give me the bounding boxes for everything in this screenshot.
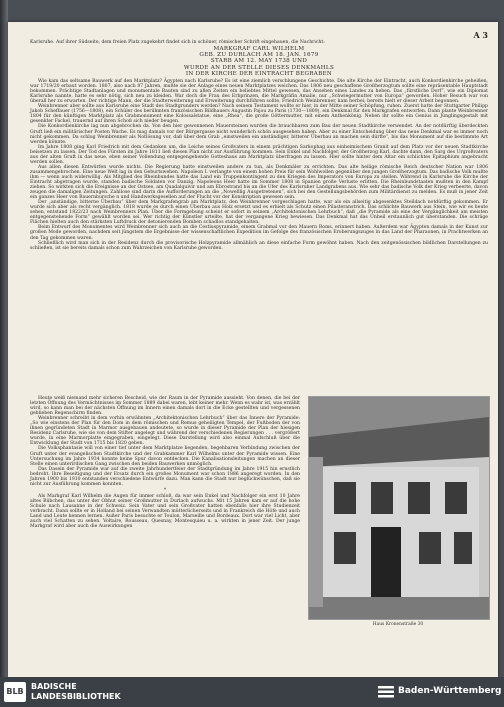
inscription-line: IN DER KIRCHE DER EINTRACHT BEGRABEN — [185, 70, 333, 77]
library-name-line: BADISCHE — [31, 682, 77, 691]
paragraph: Beim Entwurf des Monumentes wird Weinbrenner sich auch an die Cestiuspyramide, einem Grabmal vor den Mauern Roms, erinnert haben. Außerdem war Ägypten damals in der Kunst zur großen Mode geworden, nachdem seit jüngstem die Ergebnisse der wissenschaftlichen Expedition im Gefolge des französischen Eroberungszuges in das Land der Pharaonen, in Prachtwerken an den Tag gekommen waren. — [30, 225, 488, 241]
bw-lions-icon — [378, 685, 394, 699]
book-page — [8, 22, 498, 677]
paragraph: Der „anständige, bitterne Überbau“ über dem Markgrafengrab am Marktplatz, den Weinbrenner vorgeschlagen hatte, war als ein allseitig abgesenktes Steildach notdürftig gekommen. Er wurde sich aber als recht vergänglich. 1818 wurde es durch einen Überbau aus Holz ersetzt und es erhielt als Schutz einen Pilasteranstrich. Das schlichte Bauwerk aus Stein, wie wir es heute sehen, entstand 1822/23 nach Weinbrenners Plan. Über die Formgebung scheint er sofort in seinem „Architektonischen Lehrbuch“, daß „die Pyramide als eine der Vergänglichkeit am meisten entgegenstehende Form“ gewählt worden sei. Wer richtig der Künstler urteilte, hat der vergangene Krieg bewiesen. Das Denkmal hat das Unheil erstaunlich gut überstanden. Die schräge Flächen hielten auch den stärksten Luftdruck der detonierenden Bomben schadlos standgehalten. — [30, 200, 488, 226]
paragraph: Aus allen diesen Entwürfen wurde nichts. Die Regierung hatte einstweilen andere zu tun, als Denkmäler zu errichten. Das alte heilige römische Reich deutscher Nation war 1806 zusammengebrochen. Eine neue Welt lag in den Geburtswehen. Napoleon I. verlangte von einem hohen Preis für sein Wohlwollen gegenüber den jungen Großherzogtum. Das badische Volk mußte ihm — wenn auch widerwillig. Als Mitglied des Rheinbundes hatte das Land ein Truppenkontingent zu den Kriegen des Imperators von Europa zu stellen. Während in Karlsruhe die Kirche der Eintracht abgetragen wurde, standen badische Soldaten vor Danzig. Napoleons Heer hatte im Sommer 1808 in Spanien große Verluste erlitten. Die Rheinbundstaaten mußten in den Kampf ziehen. So wirkten sich die Ereignisse an der Ostsee, am Quadalquivir und am Ebrostrand bis an die Ufer des Karlsruher Landgrabens aus. Wie sehr das badische Volk der Krieg verheerte, davon zeugen die damaligen Zeitungen. Zahllose sind darin die Aufforderungen an die „Nowelllig Ausgetretenen“, sich bei den Gestellungsbehörden zum Militärdienst zu melden. Es muß in jener Zeit ein ganzes Heer von Bauernbursche n und Handwerksgesellen auf der Flucht vor der Konskription gewesen sein. — [30, 164, 488, 201]
library-name-line: LANDESBIBLIOTHEK — [31, 692, 121, 701]
intro-paragraph: Karlsruhe. Auf ihrer Südseite, dem freien Platz zugekehrt findet sich in schöner, römischer Schrift eingehauen, die Nachricht: — [30, 40, 325, 45]
book-binding — [0, 0, 8, 677]
paragraph: Wie kam das seltsame Bauwerk auf den Marktplatz? Ägypten nach Karlsruhe? Es ist eine ziemlich verschlungene Geschichte. Die alte Kirche der Eintracht, auch Konkordienkirche geheißen, war 1719/20 erbaut worden. 1807, also nach 87 Jahren, mußte sie der Anlage eines neuen Marktplatzes weichen. Das 1806 neu geschaffene Großherzogtum sollte eine repräsentable Hauptstadt bekommen. Prächtige Stadtanlagen und monumentale Bauten sind zu allen Zeiten ein beliebtes Mittel gewesen, das Ansehen eines Landes zu heben. Das „fürstliche Dorf“, wie ein Diplomat Karlsruhe nannte, hatte es sehr nötig, sich neu zu kleiden. War doch die Frau des Erbprinzen, die Markgräfin Amalie, nur „Schwiegermutter von Europa“ geworden. Hoher Besuch war von überall her zu erwarten. Der richtige Mann, der die Stadterweiterung und Erweiterung durchführen sollte, Friedrich Weinbrenner, kam herbei; bereits hielt er dieser Arbeit begonnen. — [30, 79, 488, 105]
blb-logo[interactable]: BLB — [4, 682, 26, 702]
paragraph: Weinbrenner schreibt in dem vorhin erwähnten „Architektonischen Lehrbuch“ über das Innere der Pyramide: „So wie einstens der Plan für den Dom in dem römischen und Remus geheiligten Tempel, der Fußboden der von ihnen gegründeten Stadt in Marmor ausgebauen andeutete, so wurde in dieser Pyramide der Plan der hiesigen Residenz Carlsruhe, wie sie von dem Stifter angelegt und während der verschiedenen Regierungen . . . vergrößert wurde, in eine Marmorplatte eingegraben, eingelegt. Diese Darstellung wird also einmal Aufschluß über die Entwicklung der Stadt von 1715 bis 1820 geben. — [30, 416, 300, 447]
building-illustration — [309, 397, 489, 619]
paragraph: Heute weiß niemand mehr sicheren Bescheid, wie der Raum in der Pyramide aussieht. Von denen, die bei der letzten Öffnung des Vermächtnisses im Sommer 1889 dabei waren, lebt keiner mehr. Wenn es wahr ist, was erzählt wird, so kann man bei der nächsten Öffnung im Innern einen damals dort in die Ecke gestellten und vergessenen geblieben Regenschirm finden. — [30, 396, 300, 417]
section-separator: * — [163, 487, 167, 493]
paragraph: Das Dasein der Pyramide war auf die zweite Jahrhundertfeier der Stadtgründung im Jahre 1915 hin ernstlich bedroht. Ihre Beseitigung und der Ersatz durch ein großes Monument war schon 1886 angeregt worden. In den Jahren 1900 bis 1910 entstanden verschiedene Entwürfe dazu. Man kann die Stadt nur beglückwünschen, daß sie nicht zur Ausführung kommen konnten. — [30, 466, 300, 487]
inscription-line: WURDE AN DER STELLE DIESES DENKMAHLS — [183, 64, 335, 71]
inscription — [30, 46, 488, 77]
paragraph: Schließlich wird man sich in der Residenz durch die provisorische Holzpyramide allmählich an diese einfache Form gewöhnt haben. Nach den zeitgenössischen bildlichen Darstellungen zu schließen, ist sie bereits damals schon zum Wahrzeichen von Karlsruhe geworden. — [30, 240, 488, 251]
left-column-text — [30, 396, 300, 529]
page-number: A 3 — [473, 30, 488, 40]
state-name[interactable]: Baden-Württemberg — [398, 686, 502, 696]
inscription-line: MARKGRAF CARL WILHELM — [213, 46, 305, 53]
footer-bar — [0, 677, 504, 707]
inscription-line: STARB AM 12. MAY 1738 UND — [210, 58, 308, 65]
paragraph: Im Jahre 1808 ging Karl Friedrich mit dem Gedanken um, die Leiche seines Großvaters in einem prächtigen Sarkophag aus einheimischem Granit auf dem Platz vor der neuen Stadtkirche beisetzen zu lassen. Der Tod des Fürsten im Jahre 1811 ließ diesen Plan nicht zur Ausführung kommen. Sein Enkel und Nachfolger, der Großherzog Karl, dachte dann, den Sarg des Urgroßvaters aus der alten Gruft in das neue, eben seiner Vollendung entgegengehende Gotteshaus am Marktplatz überfragen zu lassen. Hier sollte hinter dem Altar ein schlichtes Epitaphium angebracht werden sollen. — [30, 144, 488, 165]
building-photo — [308, 396, 490, 620]
photo-caption: Haus Kronenstraße 30 — [372, 622, 424, 627]
paragraph: Die Konkordienkirche lag nun abgebrochen da. Von den hier gewonnenen Mauersteinen wurden die brauchbaren zum Bau der neuen Stadtkirche verwendet. An der notdürftig überdeckten Gruft ließ ein militärischer Posten Wache. Es mag damals vor der Bürgergasse nicht wunderlich schön ausgesehen haben. Aber zu einer Entscheidung über das neue Denkmal war es immer noch nicht gekommen. Da schlug Weinbrenner als Notlösung vor, daß über dem Grab „einstweilen ein anständiger, bitterer Überbau an machen sein dürfte“, bis das Monument auf die bestimmte Art werden könnte. — [30, 124, 488, 145]
paragraph: Die Volksphantasie will von einer tief unter dem Marktplatze liegenden, begehbaren Verbindung zwischen der Gruft unter der evangelischen Stadtkirche und der Grabkammer Karl Wilhelms unter der Pyramide wissen. Eine Untersuchung im Jahre 1934 konnte keine Spur davon entdecken. Die Kanalisationsleitungen machen an dieser Stelle einen unterirdischen Gang zwischen den beiden Bauwerken unmöglich. — [30, 446, 300, 467]
paragraph: Als Markgraf Karl Wilhelm die Augen für immer schloß, da war sein Enkel und Nachfolger ein erst 10 Jahre altes Bübchen, das unter der Obhut seiner Großmutter in Durlach aufwuchs. Mit 15 Jahren kam er auf die hohe Schule nach Lausanne in der Schweiz. Sein Vater und sein Großvater hatten ebenfalls hier ihre Studienzeit verbracht. Dann sollte er in Holland bei seinen Verwandten mütterlicherseits und in Frankreich die Höfe und auch Land und Leute kennen lernen. Außer Paris besuchte er Toulon, Marseille und Bordeaux. Dort war viel Licht, aber auch viel Schatten zu sehen. Voltaire, Rousseau, Quesnay, Montesquieu u. a. wirkten in jener Zeit. Der junge Markgraf wird aber auch die Auswirkungen — [30, 493, 300, 530]
main-text — [30, 40, 488, 251]
paragraph: Weinbrenner aber sollte aus Karlsruhe eine Stadt des Stadtgrunders werden? Nach seinem Testament wollte er hier, in der Mitte seiner Schöpfung, ruhen. Zuerst hatte der Stuttgarter Philipp Jakob Scheffauer (1756—1808), ein Schüler des berühmten französischen Bildhauers Augustin Pajou zu Paris (1730—1809), ein Denkmal für den Markgrafen entworfen. Dann plante Weinbrenner 1804 für den künftigen Marktplatz als Grabmonument eine Kolossalstatue, eine „Rhea“, die große Göttermutter, mit einem Anthenkönig. Neben ihr sollte ein Genius in Jünglingsgestalt mit gesenkter Fackel, trauernd auf ihren Schoß sich nieder beugen. — [30, 104, 488, 125]
library-name[interactable] — [31, 682, 121, 702]
inscription-line: GEB. ZU DURLACH AM 18. JAN. 1679 — [199, 52, 319, 59]
